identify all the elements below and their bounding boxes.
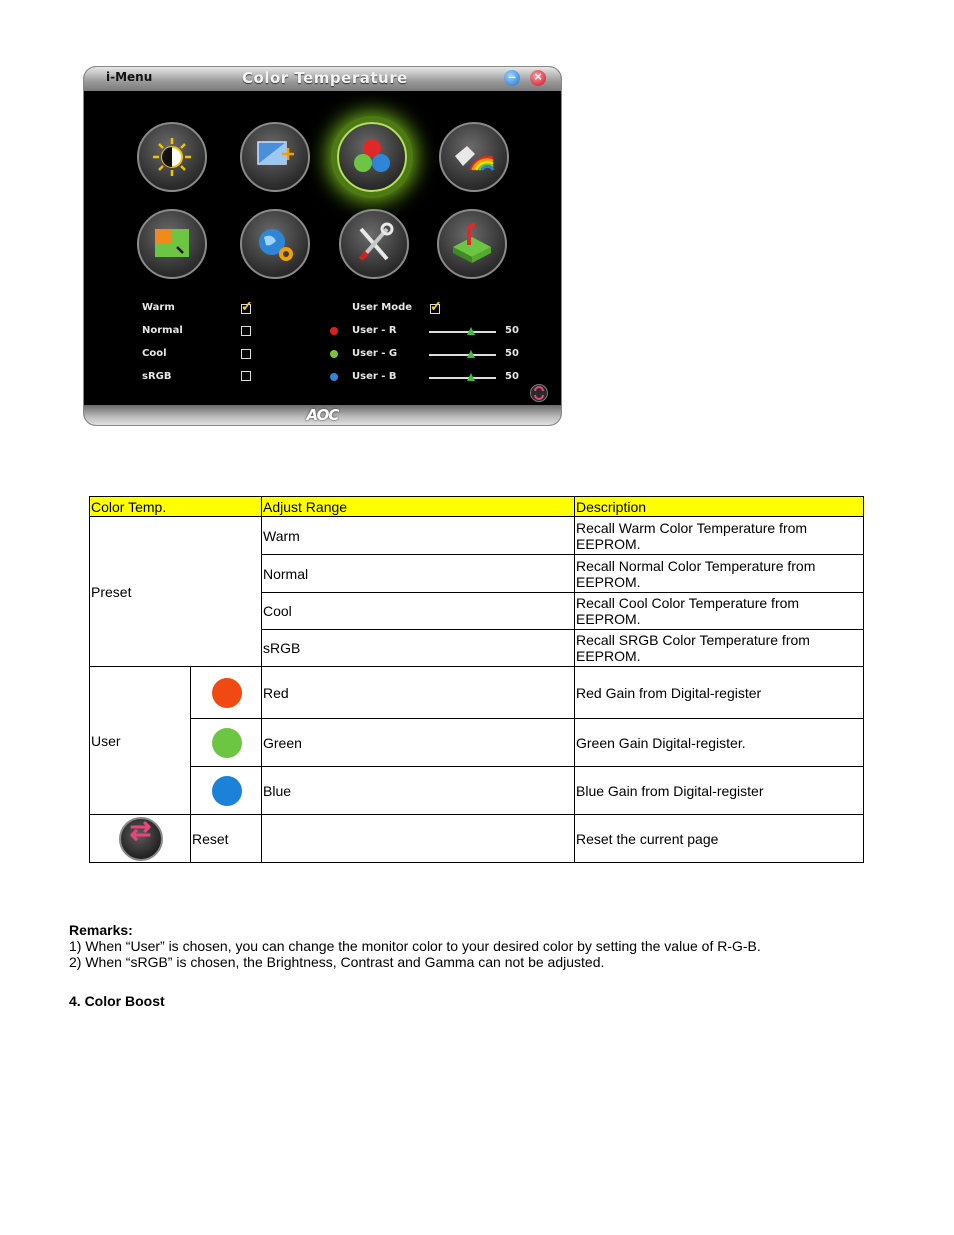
remarks-title: Remarks: [69, 922, 133, 938]
osd-titlebar [84, 67, 561, 91]
slider-thumb[interactable] [467, 373, 475, 381]
user-cell: User [90, 667, 191, 815]
color-temperature-icon[interactable] [337, 122, 407, 192]
blue-ball-cell [191, 767, 262, 815]
empty-cell [262, 815, 575, 863]
range-cell: Warm [262, 517, 575, 555]
osd-setup-icon[interactable] [240, 209, 310, 279]
header-color-temp: Color Temp. [90, 497, 262, 517]
green-circle-icon [212, 728, 242, 758]
luminance-icon[interactable] [137, 122, 207, 192]
slider-thumb[interactable] [467, 350, 475, 358]
user-b-slider[interactable] [429, 377, 496, 379]
red-dot-icon [330, 327, 338, 335]
reset-icon-cell [90, 815, 191, 863]
reset-icon[interactable] [530, 384, 548, 402]
osd-normal-checkbox[interactable] [241, 326, 251, 336]
osd-srgb-checkbox[interactable] [241, 371, 251, 381]
exit-icon[interactable] [437, 209, 507, 279]
table-row [90, 517, 864, 555]
osd-bottombar [84, 405, 561, 425]
osd-warm-checkbox[interactable]: ✓ [241, 298, 253, 314]
color-temp-table [89, 496, 864, 863]
osd-user-mode-checkbox[interactable]: ✓ [430, 298, 442, 314]
desc-cell: Reset the current page [575, 815, 864, 863]
user-r-value: 50 [505, 325, 519, 336]
color-boost-icon[interactable] [439, 122, 509, 192]
range-cell: Normal [262, 555, 575, 593]
red-ball-cell [191, 667, 262, 719]
header-description: Description [575, 497, 864, 517]
green-ball-cell [191, 719, 262, 767]
preset-cell: Preset [90, 517, 262, 667]
osd-title: Color Temperature [242, 69, 408, 87]
close-icon[interactable]: × [530, 70, 546, 86]
range-cell: Red [262, 667, 575, 719]
range-cell: Green [262, 719, 575, 767]
range-cell: Blue [262, 767, 575, 815]
desc-cell: Recall Cool Color Temperature from EEPROM. [575, 593, 864, 630]
picture-boost-icon[interactable] [137, 209, 207, 279]
header-adjust-range: Adjust Range [262, 497, 575, 517]
desc-cell: Recall SRGB Color Temperature from EEPROM. [575, 630, 864, 667]
osd-preset-normal-label: Normal [142, 325, 183, 336]
blue-dot-icon [330, 373, 338, 381]
range-cell: Cool [262, 593, 575, 630]
table-row [90, 667, 864, 719]
reset-icon: ⇄ [119, 817, 163, 861]
user-r-slider[interactable] [429, 331, 496, 333]
table-row [90, 767, 864, 815]
red-circle-icon [212, 678, 242, 708]
osd-cool-checkbox[interactable] [241, 349, 251, 359]
remark-line-1: 1) When “User” is chosen, you can change the monitor color to your desired color by setting the value of R-G-B. [69, 938, 761, 954]
osd-user-r-label: User - R [352, 325, 397, 336]
minimize-icon[interactable]: – [504, 70, 520, 86]
desc-cell: Red Gain from Digital-register [575, 667, 864, 719]
green-dot-icon [330, 350, 338, 358]
blue-circle-icon [212, 776, 242, 806]
osd-user-g-label: User - G [352, 348, 398, 359]
user-g-slider[interactable] [429, 354, 496, 356]
table-row [90, 815, 864, 863]
extra-icon[interactable] [339, 209, 409, 279]
user-b-value: 50 [505, 371, 519, 382]
osd-preset-cool-label: Cool [142, 348, 167, 359]
osd-user-b-label: User - B [352, 371, 397, 382]
user-g-value: 50 [505, 348, 519, 359]
aoc-logo: AOC [306, 406, 339, 424]
reset-label-cell: Reset [191, 815, 262, 863]
image-setup-icon[interactable] [240, 122, 310, 192]
osd-brand: i-Menu [106, 70, 153, 84]
remarks [69, 922, 761, 970]
range-cell: sRGB [262, 630, 575, 667]
table-row [90, 719, 864, 767]
osd-user-mode-label: User Mode [352, 302, 413, 313]
desc-cell: Recall Normal Color Temperature from EEPROM. [575, 555, 864, 593]
remark-line-2: 2) When “sRGB” is chosen, the Brightness, Contrast and Gamma can not be adjusted. [69, 954, 605, 970]
osd-preset-warm-label: Warm [142, 302, 175, 313]
desc-cell: Recall Warm Color Temperature from EEPROM. [575, 517, 864, 555]
slider-thumb[interactable] [467, 327, 475, 335]
osd-screenshot [84, 67, 561, 425]
desc-cell: Blue Gain from Digital-register [575, 767, 864, 815]
osd-preset-srgb-label: sRGB [142, 371, 172, 382]
desc-cell: Green Gain Digital-register. [575, 719, 864, 767]
section-heading: 4. Color Boost [69, 993, 165, 1009]
